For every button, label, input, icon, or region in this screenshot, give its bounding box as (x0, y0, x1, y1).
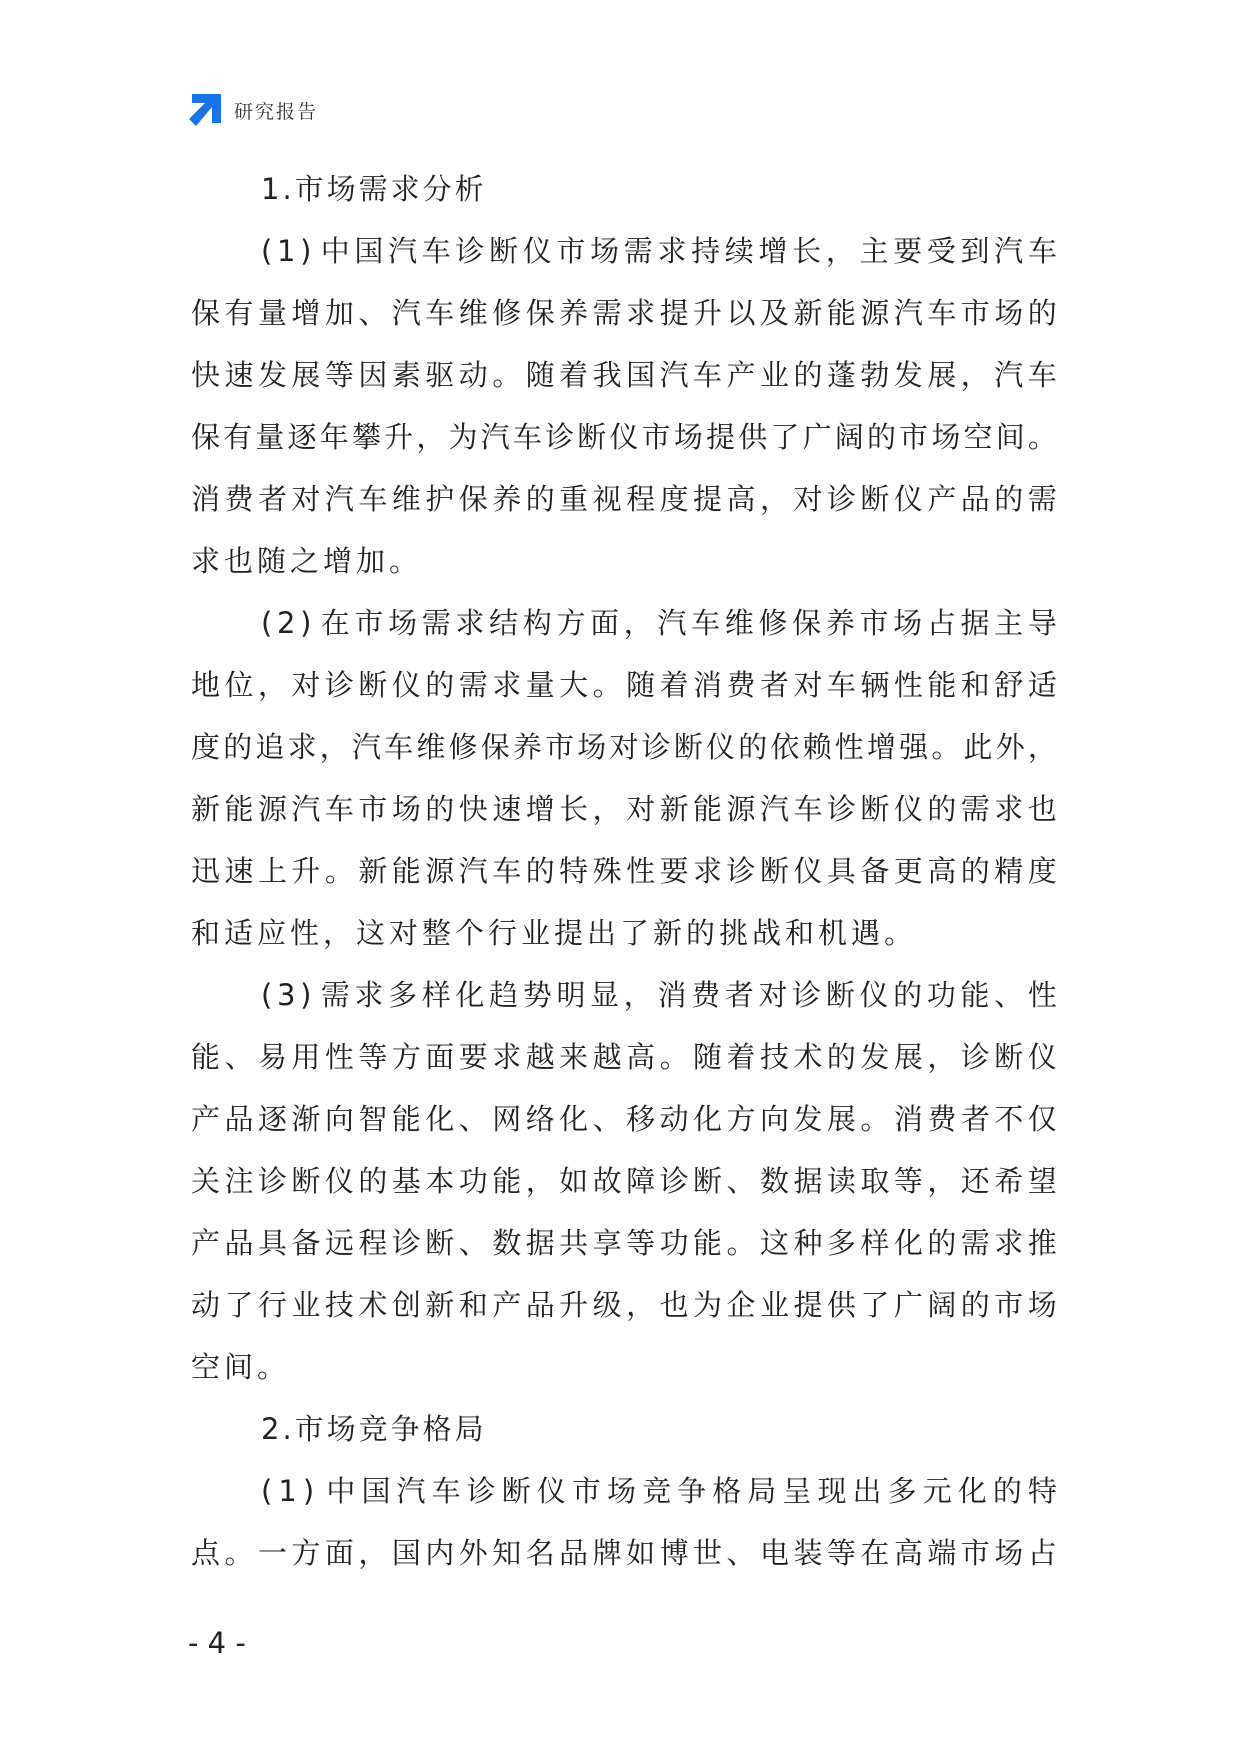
paragraph-line: 求也随之增加。 (191, 544, 423, 578)
paragraph-line: 空间。 (191, 1350, 291, 1384)
paragraph-line: 产 品 逐 渐 向 智 能 化 、 网 络 化 、 移 动 化 方 向 发 展 。 消 费 者 不 仅 (191, 1102, 1057, 1136)
page-number: - 4 - (188, 1626, 246, 1660)
paragraph-line: 消 费 者 对 汽 车 维 护 保 养 的 重 视 程 度 提 高 ， 对 诊 断 仪 产 品 的 需 (191, 482, 1057, 516)
paragraph-line: 产 品 具 备 远 程 诊 断 、 数 据 共 享 等 功 能 。 这 种 多 样 化 的 需 求 推 (191, 1226, 1057, 1260)
paragraph-line: 快 速 发 展 等 因 素 驱 动 。 随 着 我 国 汽 车 产 业 的 蓬 勃 发 展 ， 汽 车 (191, 358, 1057, 392)
paragraph-line: 动 了 行 业 技 术 创 新 和 产 品 升 级 ， 也 为 企 业 提 供 了 广 阔 的 市 场 (191, 1288, 1057, 1322)
section-heading: 1.市场需求分析 (261, 172, 487, 206)
paragraph-line: ( 2 ) 在 市 场 需 求 结 构 方 面 ， 汽 车 维 修 保 养 市 场 占 据 主 导 (261, 606, 1057, 640)
paragraph-line: 能 、 易 用 性 等 方 面 要 求 越 来 越 高 。 随 着 技 术 的 发 展 ， 诊 断 仪 (191, 1040, 1057, 1074)
paragraph-line: 新 能 源 汽 车 市 场 的 快 速 增 长 ， 对 新 能 源 汽 车 诊 断 仪 的 需 求 也 (191, 792, 1057, 826)
paragraph-line: 点 。 一 方 面 ， 国 内 外 知 名 品 牌 如 博 世 、 电 装 等 在 高 端 市 场 占 (191, 1536, 1057, 1570)
paragraph-line: 保 有 量 增 加 、 汽 车 维 修 保 养 需 求 提 升 以 及 新 能 源 汽 车 市 场 的 (191, 296, 1057, 330)
paragraph-line: ( 1 ) 中 国 汽 车 诊 断 仪 市 场 竞 争 格 局 呈 现 出 多 元 化 的 特 (261, 1474, 1057, 1508)
paragraph-line: ( 3 ) 需 求 多 样 化 趋 势 明 显 ， 消 费 者 对 诊 断 仪 的 功 能 、 性 (261, 978, 1057, 1012)
section-heading: 2.市场竞争格局 (261, 1412, 487, 1446)
paragraph-line: 度 的 追 求 ， 汽 车 维 修 保 养 市 场 对 诊 断 仪 的 依 赖 性 增 强 。 此 外 ， (191, 730, 1057, 764)
document-body (191, 158, 1057, 1584)
arrow-up-right-icon (188, 93, 222, 127)
paragraph-line: 和适应性，这对整个行业提出了新的挑战和机遇。 (191, 916, 918, 950)
paragraph-line: 迅 速 上 升 。 新 能 源 汽 车 的 特 殊 性 要 求 诊 断 仪 具 备 更 高 的 精 度 (191, 854, 1057, 888)
header-title: 研究报告 (234, 100, 319, 123)
report-header (188, 92, 318, 128)
paragraph-line: 关 注 诊 断 仪 的 基 本 功 能 ， 如 故 障 诊 断 、 数 据 读 取 等 ， 还 希 望 (191, 1164, 1057, 1198)
paragraph-line: 保 有 量 逐 年 攀 升 ， 为 汽 车 诊 断 仪 市 场 提 供 了 广 阔 的 市 场 空 间 。 (191, 420, 1057, 454)
paragraph-line: 地 位 ， 对 诊 断 仪 的 需 求 量 大 。 随 着 消 费 者 对 车 辆 性 能 和 舒 适 (191, 668, 1057, 702)
paragraph-line: ( 1 ) 中 国 汽 车 诊 断 仪 市 场 需 求 持 续 增 长 ， 主 要 受 到 汽 车 (261, 234, 1057, 268)
